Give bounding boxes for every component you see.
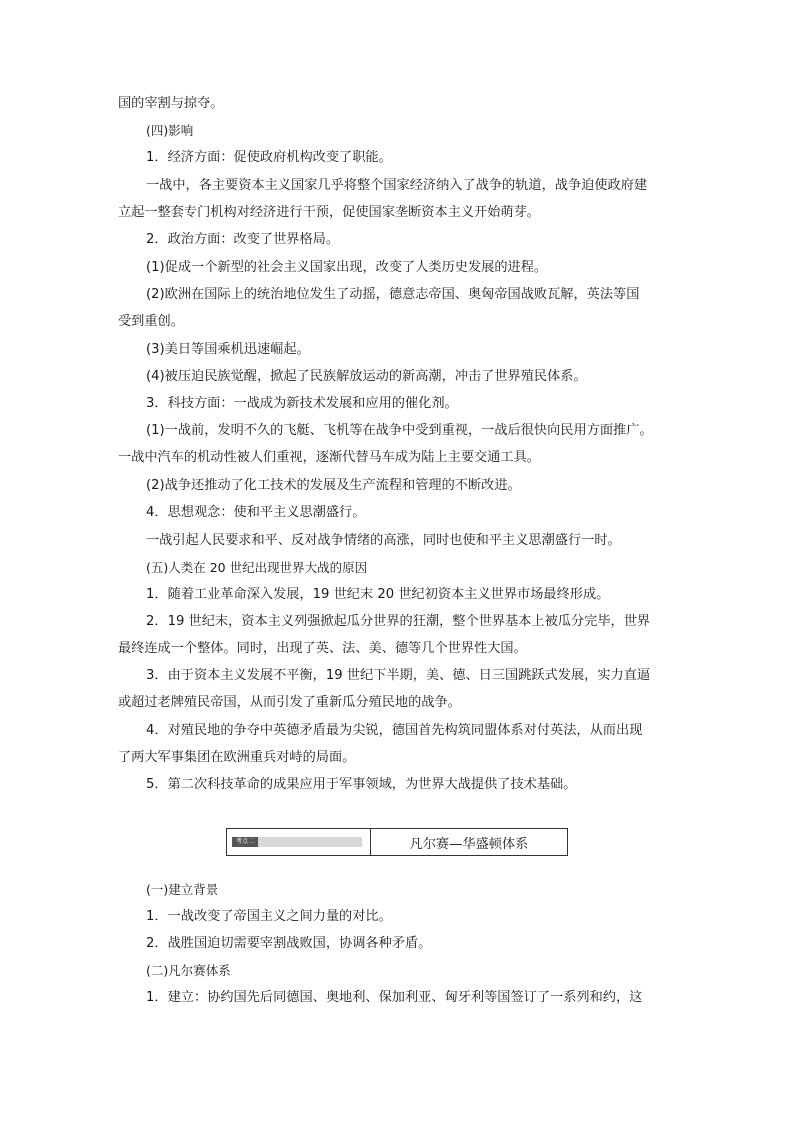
text-line: (2)欧洲在国际上的统治地位发生了动摇，德意志帝国、奥匈帝国战败瓦解，英法等国: [146, 287, 640, 302]
text-line: 最终连成一个整体。同时，出现了英、法、美、德等几个世界性大国。: [118, 641, 527, 656]
text-line: (1)一战前，发明不久的飞艇、飞机等在战争中受到重视，一战后很快向民用方面推广。: [146, 423, 653, 438]
text-line: 2．战胜国迫切需要宰割战败国，协调各种矛盾。: [146, 936, 432, 951]
text-line: (3)美日等国乘机迅速崛起。: [146, 342, 310, 357]
text-line: 受到重创。: [118, 314, 184, 329]
section-heading: (一)建立背景: [146, 882, 219, 897]
text-line: 一战中汽车的机动性被人们重视，逐渐代替马车成为陆上主要交通工具。: [118, 450, 540, 465]
text-line: 国的宰割与掠夺。: [118, 96, 224, 111]
text-line: (4)被压迫民族觉醒，掀起了民族解放运动的新高潮，冲击了世界殖民体系。: [146, 369, 587, 384]
text-line: 2．19 世纪末，资本主义列强掀起瓜分世界的狂潮，整个世界基本上被瓜分完毕，世界: [146, 614, 651, 629]
text-line: 立起一整套专门机构对经济进行干预，促使国家垄断资本主义开始萌芽。: [118, 205, 540, 220]
text-line: (2)战争还推动了化工技术的发展及生产流程和管理的不断改进。: [146, 478, 521, 493]
section-title: 凡尔赛—华盛顿体系: [409, 836, 529, 852]
text-line: 或超过老牌殖民帝国，从而引发了重新瓜分殖民地的战争。: [118, 695, 461, 710]
text-line: 1．一战改变了帝国主义之间力量的对比。: [146, 909, 392, 924]
text-line: 4．对殖民地的争夺中英德矛盾最为尖锐，德国首先构筑同盟体系对付英法，从而出现: [146, 723, 643, 738]
text-line: 了两大军事集团在欧洲重兵对峙的局面。: [118, 750, 356, 765]
text-line: 5．第二次科技革命的成果应用于军事领域，为世界大战提供了技术基础。: [146, 777, 577, 792]
section-title-box: [226, 828, 568, 856]
section-heading: (四)影响: [146, 123, 194, 138]
section-heading: (二)凡尔赛体系: [146, 963, 231, 978]
subheading: 1．经济方面：促使政府机构改变了职能。: [146, 150, 392, 165]
text-line: 1．随着工业革命深入发展，19 世纪末 20 世纪初资本主义世界市场最终形成。: [146, 587, 610, 602]
section-heading: (五)人类在 20 世纪出现世界大战的原因: [146, 560, 368, 575]
text-line: 3．由于资本主义发展不平衡，19 世纪下半期，美、德、日三国跳跃式发展，实力直逼: [146, 668, 651, 683]
badge-bar: [232, 837, 362, 847]
section-badge-cell: [227, 829, 371, 855]
section-badge: 考点二: [232, 837, 258, 847]
subheading: 4．思想观念：使和平主义思潮盛行。: [146, 505, 366, 520]
subheading: 2．政治方面：改变了世界格局。: [146, 232, 340, 247]
text-line: 1．建立：协约国先后同德国、奥地利、保加利亚、匈牙利等国签订了一系列和约，这: [146, 990, 643, 1005]
text-line: (1)促成一个新型的社会主义国家出现，改变了人类历史发展的进程。: [146, 260, 548, 275]
text-line: 一战引起人民要求和平、反对战争情绪的高涨，同时也使和平主义思潮盛行一时。: [146, 533, 621, 548]
subheading: 3．科技方面：一战成为新技术发展和应用的催化剂。: [146, 396, 458, 411]
text-line: 一战中，各主要资本主义国家几乎将整个国家经济纳入了战争的轨道，战争迫使政府建: [146, 178, 648, 193]
